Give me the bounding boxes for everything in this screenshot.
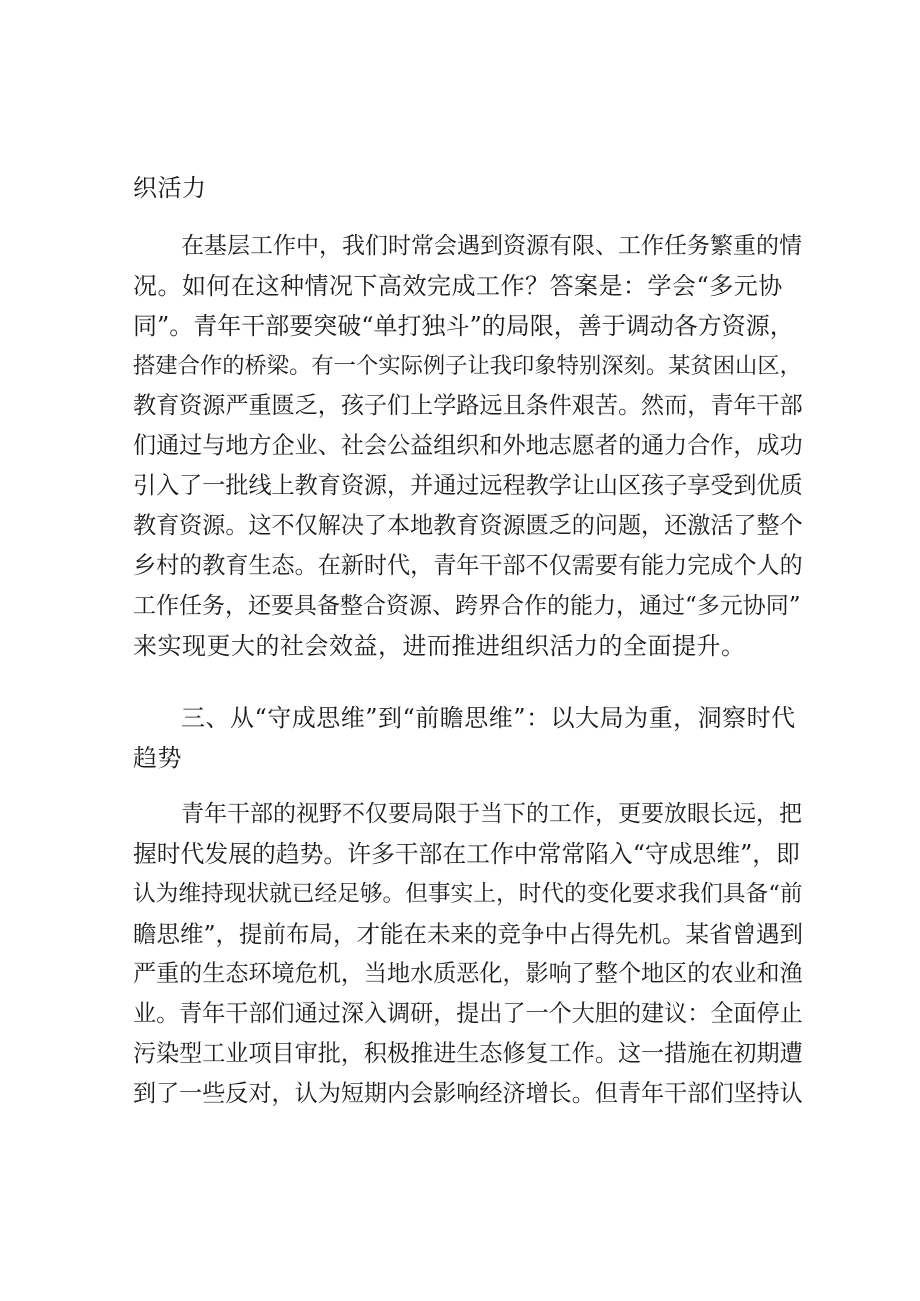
section-heading bbox=[133, 698, 803, 778]
paragraph-line: 污染型工业项目审批，积极推进生态修复工作。这一措施在初期遭 bbox=[133, 1041, 803, 1067]
paragraph-line: 来实现更大的社会效益，进而推进组织活力的全面提升。 bbox=[133, 632, 746, 660]
paragraph-line: 搭建合作的桥梁。有一个实际例子让我印象特别深刻。某贫困山区， bbox=[133, 353, 802, 379]
paragraph-line: 同”。青年干部要突破“单打独斗”的局限，善于调动各方资源， bbox=[133, 312, 794, 340]
paragraph-line: 教育资源。这不仅解决了本地教育资源匮乏的问题，还激活了整个 bbox=[133, 513, 803, 539]
paragraph-line: 们通过与地方企业、社会公益组织和外地志愿者的通力合作，成功 bbox=[133, 433, 803, 459]
paragraph-line: 乡村的教育生态。在新时代，青年干部不仅需要有能力完成个人的 bbox=[133, 553, 803, 579]
paragraph-line: 严重的生态环境危机，当地水质恶化，影响了整个地区的农业和渔 bbox=[133, 961, 803, 987]
paragraph-line: 认为维持现状就已经足够。但事实上，时代的变化要求我们具备“前 bbox=[133, 881, 803, 907]
paragraph-line: 业。青年干部们通过深入调研，提出了一个大胆的建议：全面停止 bbox=[133, 1001, 803, 1027]
paragraph-1 bbox=[133, 226, 803, 666]
heading-tail-text: 织活力 bbox=[133, 174, 207, 202]
paragraph-line: 在基层工作中，我们时常会遇到资源有限、工作任务繁重的情 bbox=[181, 233, 802, 259]
section-heading-line: 三、从“守成思维”到“前瞻思维”：以大局为重，洞察时代 bbox=[181, 704, 796, 732]
paragraph-line: 引入了一批线上教育资源，并通过远程教学让山区孩子享受到优质 bbox=[133, 473, 803, 499]
heading-tail bbox=[133, 168, 803, 208]
paragraph-2 bbox=[133, 794, 803, 1114]
paragraph-line: 瞻思维”，提前布局，才能在未来的竞争中占得先机。某省曾遇到 bbox=[133, 920, 804, 948]
paragraph-line: 工作任务，还要具备整合资源、跨界合作的能力，通过“多元协同” bbox=[133, 593, 801, 619]
paragraph-line: 况。如何在这种情况下高效完成工作？答案是：学会“多元协 bbox=[133, 272, 783, 300]
paragraph-line: 教育资源严重匮乏，孩子们上学路远且条件艰苦。然而，青年干部 bbox=[133, 393, 803, 419]
paragraph-line: 握时代发展的趋势。许多干部在工作中常常陷入“守成思维”，即 bbox=[133, 840, 800, 868]
paragraph-line: 到了一些反对，认为短期内会影响经济增长。但青年干部们坚持认 bbox=[133, 1081, 803, 1107]
section-heading-line: 趋势 bbox=[133, 744, 182, 772]
paragraph-line: 青年干部的视野不仅要局限于当下的工作，更要放眼长远，把 bbox=[181, 801, 802, 827]
